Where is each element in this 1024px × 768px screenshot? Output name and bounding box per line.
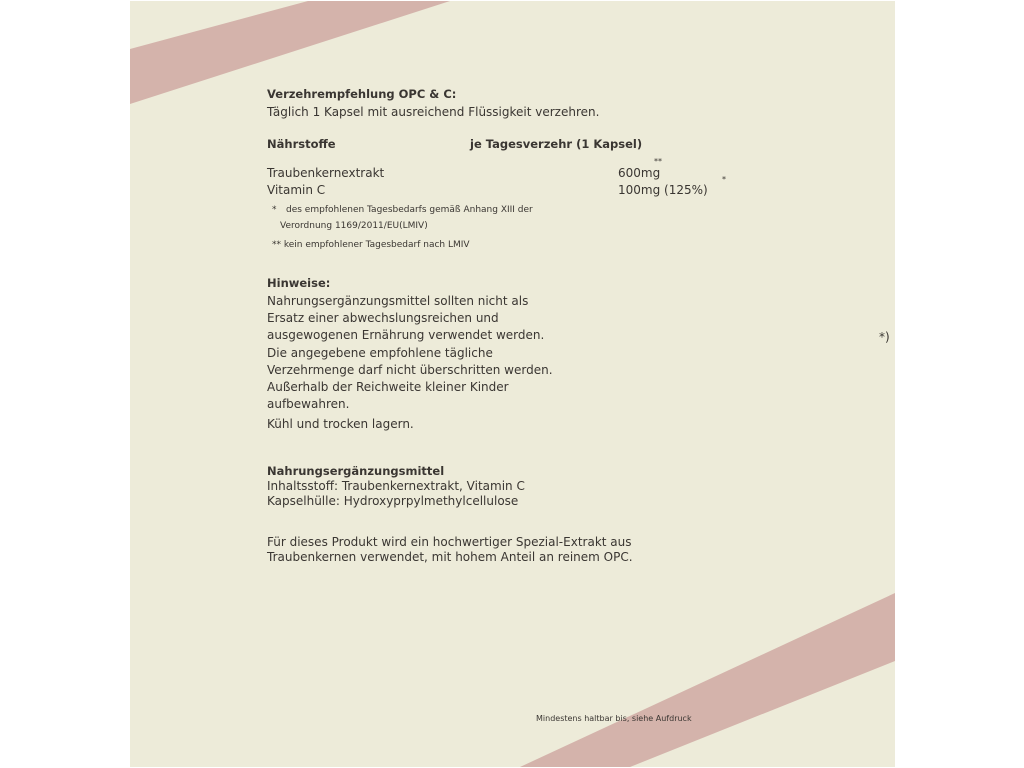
- product-info-line2: Traubenkernen verwendet, mit hohem Anteil an reinem OPC.: [267, 550, 633, 564]
- nutrient-name: Traubenkernextrakt: [267, 166, 385, 180]
- notes-line: Die angegebene empfohlene tägliche: [267, 346, 493, 360]
- footnote-1-line1: des empfohlenen Tagesbedarfs gemäß Anhang XIII der: [286, 205, 533, 215]
- best-before-note: Mindestens haltbar bis, siehe Aufdruck: [536, 714, 692, 723]
- footnote-marker: *: [722, 175, 726, 184]
- nutrient-name: Vitamin C: [267, 183, 326, 197]
- ingredients-text: Inhaltsstoff: Traubenkernextrakt, Vitamin C: [267, 479, 525, 493]
- footnote-2: ** kein empfohlener Tagesbedarf nach LMIV: [272, 240, 470, 250]
- product-label: [130, 1, 895, 767]
- notes-line: Kühl und trocken lagern.: [267, 417, 414, 431]
- supplement-heading: Nahrungsergänzungsmittel: [267, 464, 445, 478]
- recommendation-text: Täglich 1 Kapsel mit ausreichend Flüssigkeit verzehren.: [267, 105, 600, 119]
- amount-column-header: je Tagesverzehr (1 Kapsel): [470, 137, 643, 151]
- footnote-marker: **: [654, 157, 662, 166]
- notes-line: ausgewogenen Ernährung verwendet werden.: [267, 328, 545, 342]
- notes-line: Ersatz einer abwechslungsreichen und: [267, 311, 499, 325]
- nutrient-value: 100mg (125%): [618, 183, 708, 197]
- notes-heading: Hinweise:: [267, 276, 331, 290]
- recommendation-heading: Verzehrempfehlung OPC & C:: [267, 87, 457, 101]
- footnote-1-marker: *: [272, 205, 277, 215]
- nutrient-value: 600mg: [618, 166, 661, 180]
- notes-line: aufbewahren.: [267, 397, 350, 411]
- footnote-1-line2: Verordnung 1169/2011/EU(LMIV): [280, 221, 428, 231]
- side-marker: *): [879, 330, 890, 344]
- notes-line: Nahrungsergänzungsmittel sollten nicht als: [267, 294, 529, 308]
- bottom-stripe: [520, 593, 895, 767]
- nutrients-column-header: Nährstoffe: [267, 137, 336, 151]
- notes-line: Verzehrmenge darf nicht überschritten werden.: [267, 363, 553, 377]
- capsule-text: Kapselhülle: Hydroxyprpylmethylcellulose: [267, 494, 519, 508]
- product-info-line1: Für dieses Produkt wird ein hochwertiger Spezial-Extrakt aus: [267, 535, 632, 549]
- notes-line: Außerhalb der Reichweite kleiner Kinder: [267, 380, 509, 394]
